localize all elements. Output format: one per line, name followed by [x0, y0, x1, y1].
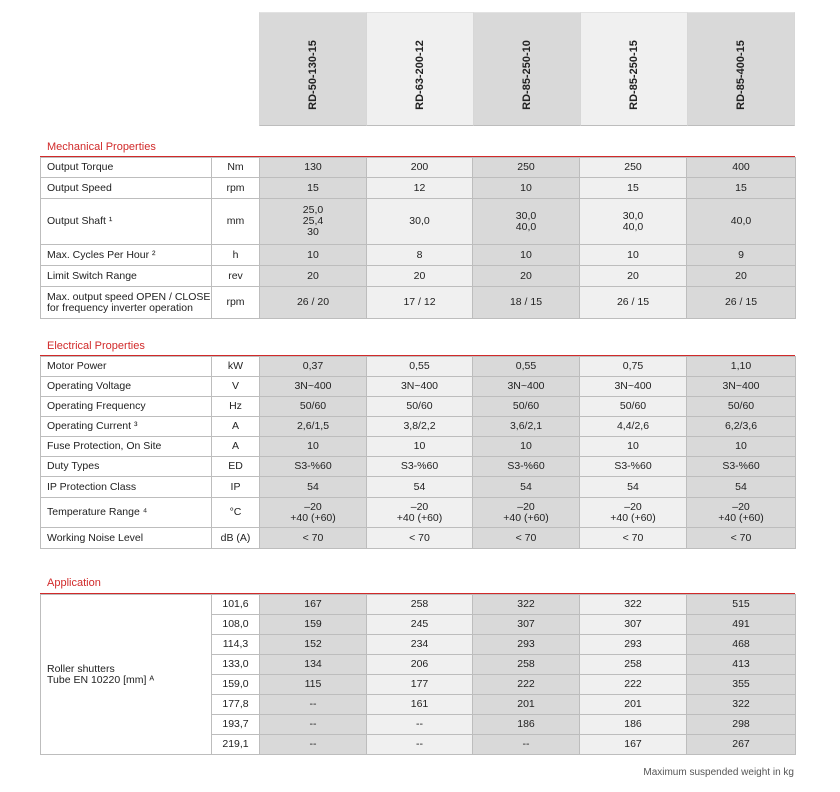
table-row — [41, 266, 796, 287]
value-cell: 30,0 40,0 — [580, 199, 687, 245]
property-name: Working Noise Level — [41, 528, 212, 549]
value-cell: 9 — [687, 245, 796, 266]
table-row — [41, 528, 796, 549]
value-cell: 20 — [580, 266, 687, 287]
value-cell: 26 / 15 — [580, 287, 687, 319]
weight-cell: 161 — [367, 695, 473, 715]
weight-cell: 515 — [687, 595, 796, 615]
mechanical-properties-table — [40, 157, 796, 319]
weight-cell: 322 — [473, 595, 580, 615]
weight-cell: 152 — [260, 635, 367, 655]
weight-cell: 167 — [580, 735, 687, 755]
value-cell: 0,55 — [367, 357, 473, 377]
property-unit: rpm — [212, 178, 260, 199]
weight-cell: 258 — [473, 655, 580, 675]
value-cell: 250 — [580, 158, 687, 178]
tube-diameter: 219,1 — [212, 735, 260, 755]
property-unit: mm — [212, 199, 260, 245]
electrical-section-title: Electrical Properties — [47, 340, 145, 352]
value-cell: 20 — [687, 266, 796, 287]
property-name: Operating Frequency — [41, 397, 212, 417]
weight-cell: 322 — [687, 695, 796, 715]
value-cell: 50/60 — [367, 397, 473, 417]
weight-cell: -- — [260, 695, 367, 715]
value-cell: 12 — [367, 178, 473, 199]
property-unit: kW — [212, 357, 260, 377]
table-row — [41, 245, 796, 266]
value-cell: 8 — [367, 245, 473, 266]
value-cell: 10 — [260, 437, 367, 457]
table-row — [41, 498, 796, 528]
weight-cell: 258 — [367, 595, 473, 615]
model-header-5 — [687, 12, 795, 126]
table-row — [41, 287, 796, 319]
model-name-label: RD-85-250-15 — [628, 40, 640, 110]
value-cell: 54 — [580, 477, 687, 498]
weight-cell: 222 — [473, 675, 580, 695]
value-cell: 10 — [580, 437, 687, 457]
value-cell: 40,0 — [687, 199, 796, 245]
value-cell: 20 — [260, 266, 367, 287]
weight-cell: 307 — [473, 615, 580, 635]
value-cell: 15 — [580, 178, 687, 199]
weight-cell: 468 — [687, 635, 796, 655]
property-unit: Nm — [212, 158, 260, 178]
table-row — [41, 158, 796, 178]
value-cell: 30,0 40,0 — [473, 199, 580, 245]
value-cell: –20 +40 (+60) — [580, 498, 687, 528]
value-cell: 4,4/2,6 — [580, 417, 687, 437]
table-row — [41, 417, 796, 437]
weight-cell: 115 — [260, 675, 367, 695]
weight-cell: 245 — [367, 615, 473, 635]
property-unit: Hz — [212, 397, 260, 417]
value-cell: 50/60 — [580, 397, 687, 417]
weight-cell: 491 — [687, 615, 796, 635]
property-unit: A — [212, 437, 260, 457]
value-cell: 15 — [687, 178, 796, 199]
property-name: Motor Power — [41, 357, 212, 377]
table-row — [41, 437, 796, 457]
property-name: Output Torque — [41, 158, 212, 178]
value-cell: 30,0 — [367, 199, 473, 245]
model-name-label: RD-63-200-12 — [414, 40, 426, 110]
value-cell: 17 / 12 — [367, 287, 473, 319]
tube-diameter: 159,0 — [212, 675, 260, 695]
value-cell: 10 — [473, 245, 580, 266]
tube-diameter: 193,7 — [212, 715, 260, 735]
weight-cell: 355 — [687, 675, 796, 695]
property-name: Temperature Range ⁴ — [41, 498, 212, 528]
property-unit: dB (A) — [212, 528, 260, 549]
weight-cell: 201 — [580, 695, 687, 715]
value-cell: 0,55 — [473, 357, 580, 377]
value-cell: 10 — [260, 245, 367, 266]
weight-cell: 293 — [580, 635, 687, 655]
value-cell: 18 / 15 — [473, 287, 580, 319]
model-header-3 — [473, 12, 580, 126]
weight-cell: -- — [367, 715, 473, 735]
weight-cell: 159 — [260, 615, 367, 635]
value-cell: S3-%60 — [367, 457, 473, 477]
weight-cell: 293 — [473, 635, 580, 655]
weight-cell: 134 — [260, 655, 367, 675]
value-cell: –20 +40 (+60) — [260, 498, 367, 528]
weight-cell: -- — [367, 735, 473, 755]
value-cell: 3N~400 — [367, 377, 473, 397]
property-name: Output Speed — [41, 178, 212, 199]
tube-diameter: 177,8 — [212, 695, 260, 715]
model-name-label: RD-50-130-15 — [307, 40, 319, 110]
value-cell: 3,8/2,2 — [367, 417, 473, 437]
table-row — [41, 477, 796, 498]
property-name: Limit Switch Range — [41, 266, 212, 287]
value-cell: 3N~400 — [687, 377, 796, 397]
model-name-label: RD-85-250-10 — [521, 40, 533, 110]
value-cell: < 70 — [687, 528, 796, 549]
value-cell: 2,6/1,5 — [260, 417, 367, 437]
property-name: Operating Voltage — [41, 377, 212, 397]
weight-cell: -- — [260, 715, 367, 735]
value-cell: S3-%60 — [580, 457, 687, 477]
value-cell: 6,2/3,6 — [687, 417, 796, 437]
property-name: Duty Types — [41, 457, 212, 477]
tube-diameter: 114,3 — [212, 635, 260, 655]
weight-cell: 186 — [580, 715, 687, 735]
property-unit: V — [212, 377, 260, 397]
table-row — [41, 595, 796, 615]
value-cell: 200 — [367, 158, 473, 178]
value-cell: 54 — [687, 477, 796, 498]
table-row — [41, 357, 796, 377]
model-header-2 — [366, 12, 473, 126]
application-label: Roller shutters Tube EN 10220 [mm] ᴬ — [41, 595, 212, 755]
value-cell: 26 / 15 — [687, 287, 796, 319]
value-cell: 54 — [473, 477, 580, 498]
value-cell: 250 — [473, 158, 580, 178]
value-cell: 20 — [473, 266, 580, 287]
weight-cell: 413 — [687, 655, 796, 675]
weight-cell: -- — [260, 735, 367, 755]
property-unit: A — [212, 417, 260, 437]
weight-cell: 177 — [367, 675, 473, 695]
value-cell: 400 — [687, 158, 796, 178]
footnote-weight-unit: Maximum suspended weight in kg — [643, 767, 794, 778]
value-cell: < 70 — [473, 528, 580, 549]
table-row — [41, 178, 796, 199]
value-cell: 54 — [367, 477, 473, 498]
table-row — [41, 199, 796, 245]
property-unit: h — [212, 245, 260, 266]
electrical-properties-table — [40, 356, 796, 549]
weight-cell: 307 — [580, 615, 687, 635]
value-cell: 0,37 — [260, 357, 367, 377]
weight-cell: 267 — [687, 735, 796, 755]
property-name: Operating Current ³ — [41, 417, 212, 437]
application-section-title: Application — [47, 577, 101, 589]
value-cell: 50/60 — [473, 397, 580, 417]
value-cell: 10 — [367, 437, 473, 457]
value-cell: –20 +40 (+60) — [473, 498, 580, 528]
tube-diameter: 133,0 — [212, 655, 260, 675]
value-cell: 3N~400 — [580, 377, 687, 397]
weight-cell: -- — [473, 735, 580, 755]
value-cell: S3-%60 — [260, 457, 367, 477]
value-cell: 25,0 25,4 30 — [260, 199, 367, 245]
property-name: IP Protection Class — [41, 477, 212, 498]
weight-cell: 206 — [367, 655, 473, 675]
weight-cell: 222 — [580, 675, 687, 695]
value-cell: < 70 — [367, 528, 473, 549]
weight-cell: 167 — [260, 595, 367, 615]
table-row — [41, 377, 796, 397]
value-cell: S3-%60 — [687, 457, 796, 477]
value-cell: 130 — [260, 158, 367, 178]
property-unit: rpm — [212, 287, 260, 319]
value-cell: 3N~400 — [473, 377, 580, 397]
weight-cell: 298 — [687, 715, 796, 735]
application-table — [40, 594, 796, 755]
value-cell: 10 — [580, 245, 687, 266]
property-unit: rev — [212, 266, 260, 287]
model-header-4 — [580, 12, 687, 126]
value-cell: 54 — [260, 477, 367, 498]
property-unit: °C — [212, 498, 260, 528]
model-header-1 — [259, 12, 366, 126]
value-cell: 15 — [260, 178, 367, 199]
table-row — [41, 397, 796, 417]
weight-cell: 201 — [473, 695, 580, 715]
value-cell: S3-%60 — [473, 457, 580, 477]
property-name: Max. Cycles Per Hour ² — [41, 245, 212, 266]
property-name: Fuse Protection, On Site — [41, 437, 212, 457]
value-cell: 3,6/2,1 — [473, 417, 580, 437]
value-cell: –20 +40 (+60) — [367, 498, 473, 528]
tube-diameter: 101,6 — [212, 595, 260, 615]
value-cell: 26 / 20 — [260, 287, 367, 319]
tube-diameter: 108,0 — [212, 615, 260, 635]
property-name: Output Shaft ¹ — [41, 199, 212, 245]
weight-cell: 258 — [580, 655, 687, 675]
table-row — [41, 457, 796, 477]
value-cell: 10 — [473, 178, 580, 199]
value-cell: 10 — [473, 437, 580, 457]
value-cell: 10 — [687, 437, 796, 457]
value-cell: –20 +40 (+60) — [687, 498, 796, 528]
property-unit: ED — [212, 457, 260, 477]
value-cell: 20 — [367, 266, 473, 287]
value-cell: 50/60 — [687, 397, 796, 417]
weight-cell: 234 — [367, 635, 473, 655]
model-name-label: RD-85-400-15 — [735, 40, 747, 110]
value-cell: < 70 — [580, 528, 687, 549]
value-cell: 3N~400 — [260, 377, 367, 397]
value-cell: 50/60 — [260, 397, 367, 417]
value-cell: 0,75 — [580, 357, 687, 377]
value-cell: 1,10 — [687, 357, 796, 377]
property-unit: IP — [212, 477, 260, 498]
property-name: Max. output speed OPEN / CLOSE for frequency inverter operation — [41, 287, 212, 319]
value-cell: < 70 — [260, 528, 367, 549]
mechanical-section-title: Mechanical Properties — [47, 141, 156, 153]
weight-cell: 322 — [580, 595, 687, 615]
weight-cell: 186 — [473, 715, 580, 735]
